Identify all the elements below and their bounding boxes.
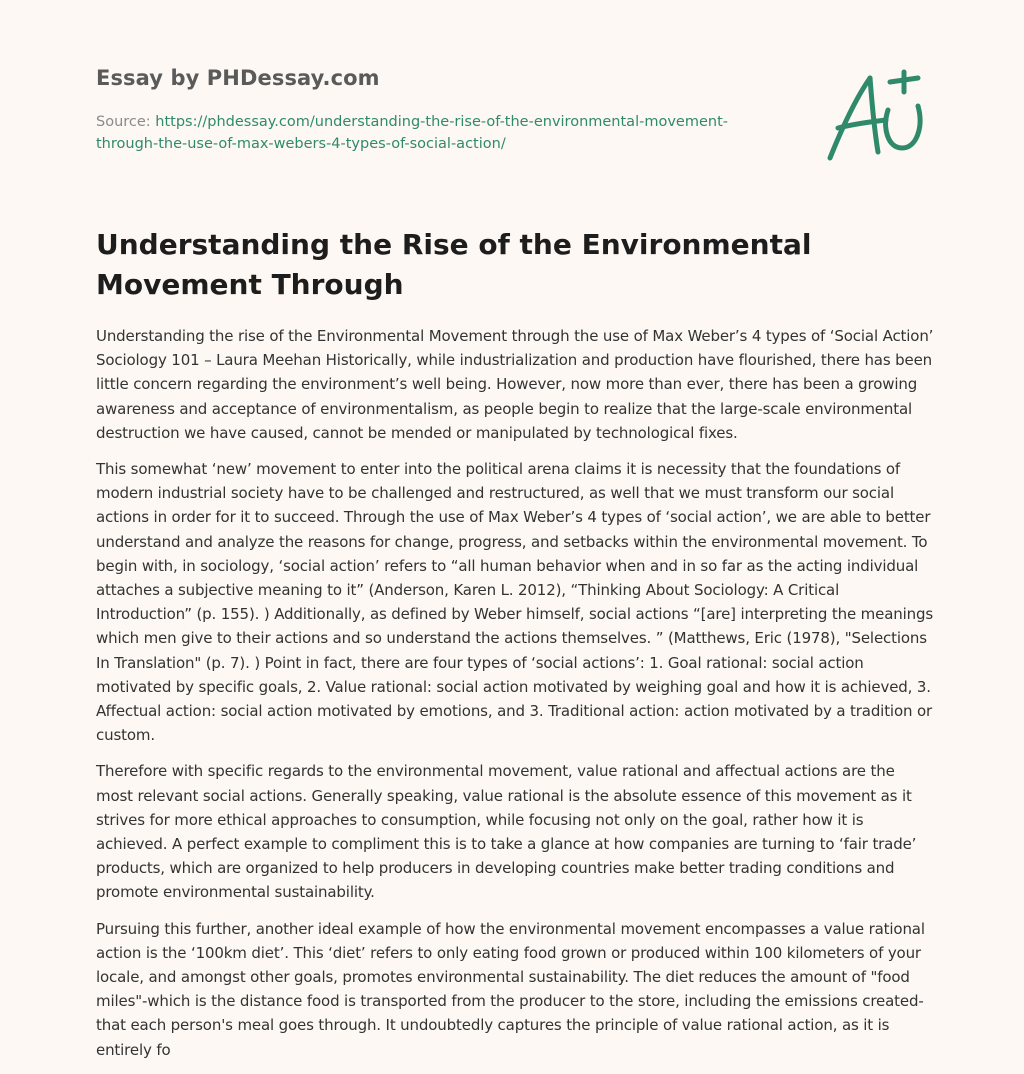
source-link[interactable]: https://phdessay.com/understanding-the-rise-of-the-environmental-movement-through-the-use-of-max-webers-4-types-of-social-action/ bbox=[96, 114, 728, 152]
site-brand[interactable]: Essay by PHDessay.com bbox=[96, 66, 380, 90]
source-label: Source: bbox=[96, 114, 156, 130]
article-paragraph: Therefore with specific regards to the environmental movement, value rational and affectual actions are the most relevant social actions. Generally speaking, value rational is the absolute essence of this movement as it strives for more ethical approaches to consumption, while focusing not only on the goal, rather how it is achieved. A perfect example to compliment this is to take a glance at how companies are turning to ‘fair trade’ products, which are organized to help producers in developing countries make better trading conditions and promote environmental sustainability. bbox=[96, 762, 917, 902]
article-paragraph: Understanding the rise of the Environmental Movement through the use of Max Weber’s 4 types of ‘Social Action’ Sociology 101 – Laura Meehan Historically, while industrialization and production have flourished, there has been little concern regarding the environment’s well being. However, now more than ever, there has been a growing awareness and acceptance of environmentalism, as people begin to realize that the large-scale environmental destruction we have caused, cannot be mended or manipulated by technological fixes. bbox=[96, 327, 934, 442]
a-plus-logo-icon[interactable] bbox=[824, 66, 930, 166]
article-title: Understanding the Rise of the Environmental Movement Through bbox=[96, 228, 812, 301]
source-line bbox=[96, 111, 776, 155]
article-paragraph: This somewhat ‘new’ movement to enter into the political arena claims it is necessity that the foundations of modern industrial society have to be challenged and restructured, as well that we must transform our social actions in order for it to succeed. Through the use of Max Weber’s 4 types of ‘social action’, we are able to better understand and analyze the reasons for change, progress, and setbacks within the environmental movement. To begin with, in sociology, ‘social action’ refers to “all human behavior when and in so far as the acting individual attaches a subjective meaning to it” (Anderson, Karen L. 2012), “Thinking About Sociology: A Critical Introduction” (p. 155). ) Additionally, as defined by Weber himself, social actions “[are] interpreting the meanings which men give to their actions and so understand the actions themselves. ” (Matthews, Eric (1978), "Selections In Translation" (p. 7). ) Point in fact, there are four types of ‘social actions’: 1. Goal rational: social action motivated by specific goals, 2. Value rational: social action motivated by weighing goal and how it is achieved, 3. Affectual action: social action motivated by emotions, and 3. Traditional action: action motivated by a tradition or custom. bbox=[96, 460, 934, 745]
article-paragraph: Pursuing this further, another ideal example of how the environmental movement encompasses a value rational action is the ‘100km diet’. This ‘diet’ refers to only eating food grown or produced within 100 kilometers of your locale, and amongst other goals, promotes environmental sustainability. The diet reduces the amount of "food miles"-which is the distance food is transported from the producer to the store, including the emissions created-that each person's meal goes through. It undoubtedly captures the principle of value rational action, as it is entirely fo bbox=[96, 919, 925, 1059]
article-body bbox=[96, 324, 936, 1074]
